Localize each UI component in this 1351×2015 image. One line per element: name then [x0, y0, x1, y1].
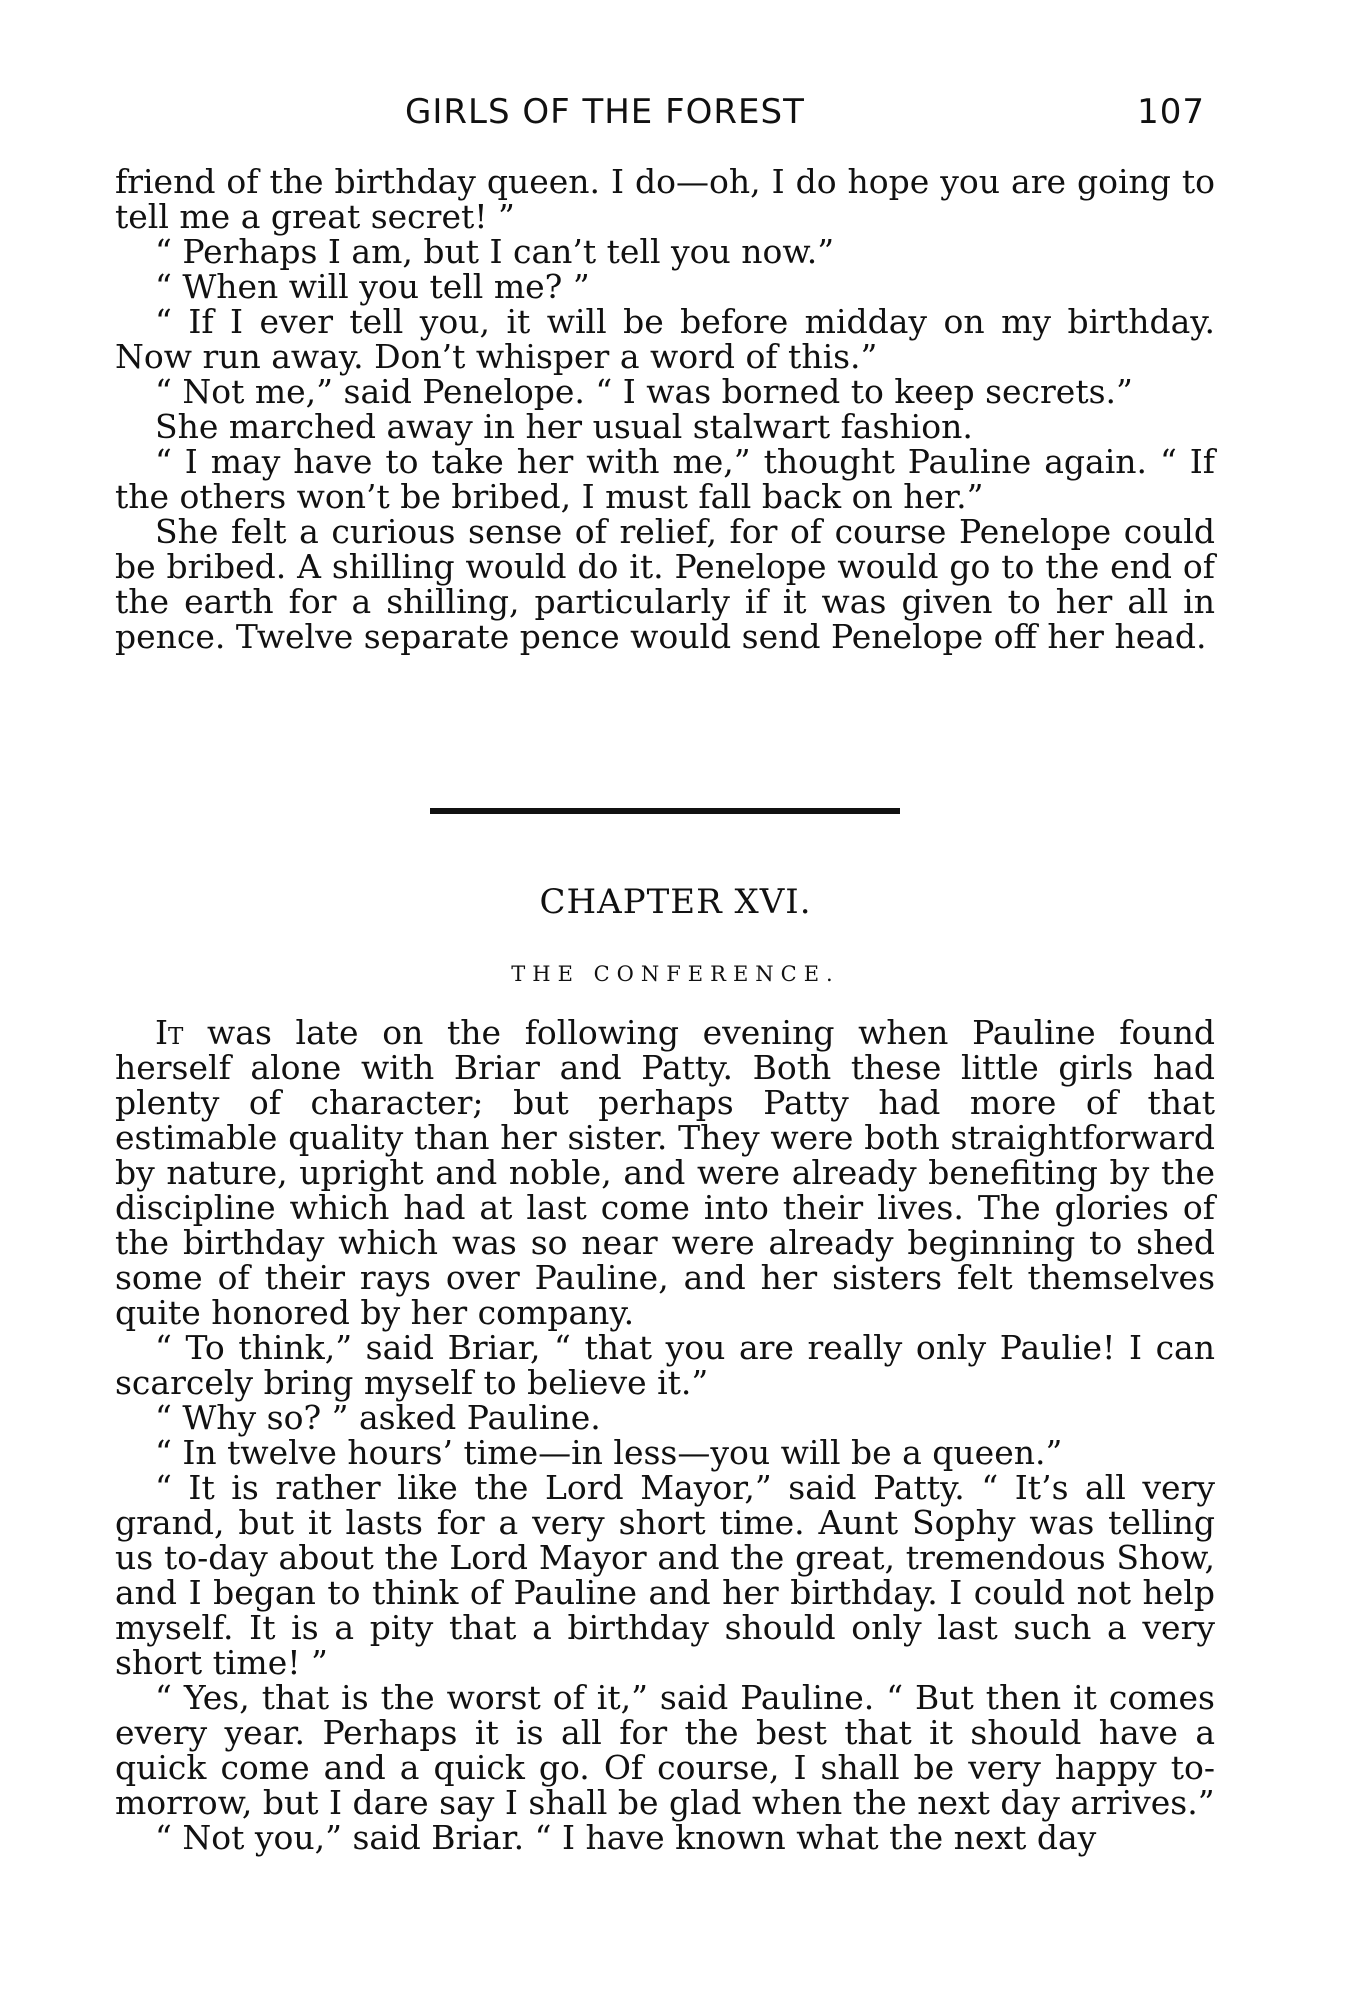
paragraph: “ Not me,” said Penelope. “ I was borned to keep secrets.” [155, 372, 1133, 411]
paragraph: “ If I ever tell you, it will be before midday on my birthday. Now run away. Don’t whisper a word of this.” [115, 302, 1215, 376]
paragraph: She felt a curious sense of relief, for of course Penelope could be bribed. A shilling would do it. Penelope would go to the end of the earth for a shilling, particularly if it was given to her all in pence. Twelve separate pence would send Penelope off her head. [115, 512, 1215, 656]
page-header [115, 92, 1205, 138]
paragraph: “ Yes, that is the worst of it,” said Pauline. “ But then it comes every year. Perhaps it is all for the best that it should have a quick come and a quick go. Of course, I shall be very happy to-morrow, but I dare say I shall be glad when the next day arrives.” [115, 1678, 1215, 1822]
section-divider [430, 808, 900, 814]
paragraph: “ In twelve hours’ time—in less—you will be a queen.” [155, 1433, 1063, 1472]
chapter-title: THE CONFERENCE. [511, 962, 840, 986]
paragraph: friend of the birthday queen. I do—oh, I do hope you are going to tell me a great secret! ” [115, 162, 1215, 236]
chapter-text [115, 1015, 1215, 1855]
paragraph: “ To think,” said Briar, “ that you are really only Paulie! I can scarcely bring myself to believe it.” [115, 1328, 1215, 1402]
opening-paragraph [115, 1015, 1215, 1330]
paragraph: She marched away in her usual stalwart fashion. [155, 407, 973, 446]
intro-text [115, 164, 1215, 654]
paragraph: “ Not you,” said Briar. “ I have known what the next day [155, 1818, 1097, 1857]
lead-word: It [155, 1013, 184, 1052]
paragraph: “ Why so? ” asked Pauline. [155, 1398, 601, 1437]
running-title: GIRLS OF THE FOREST [405, 92, 805, 132]
paragraph: “ It is rather like the Lord Mayor,” said Patty. “ It’s all very grand, but it lasts for a very short time. Aunt Sophy was telling us to-day about the Lord Mayor and the great, tremendous Show, and I began to think of Pauline and her birthday. I could not help myself. It is a pity that a birthday should only last such a very short time! ” [115, 1468, 1215, 1682]
paragraph: “ When will you tell me? ” [155, 267, 590, 306]
opening-text: was late on the following evening when Pauline found herself alone with Briar and Patty. Both these little girls had plenty of character; but perhaps Patty had more of that estimable quality than her sister. They were both straightforward by nature, upright and noble, and were already benefiting by the discipline which had at last come into their lives. The glories of the birthday which was so near were already beginning to shed some of their rays over Pauline, and her sisters felt themselves quite honored by her company. [115, 1013, 1215, 1332]
page-number: 107 [1137, 92, 1205, 132]
chapter-number: CHAPTER XVI. [539, 882, 812, 922]
paragraph: “ I may have to take her with me,” thought Pauline again. “ If the others won’t be bribed, I must fall back on her.” [115, 442, 1215, 516]
paragraph: “ Perhaps I am, but I can’t tell you now.” [155, 232, 835, 271]
